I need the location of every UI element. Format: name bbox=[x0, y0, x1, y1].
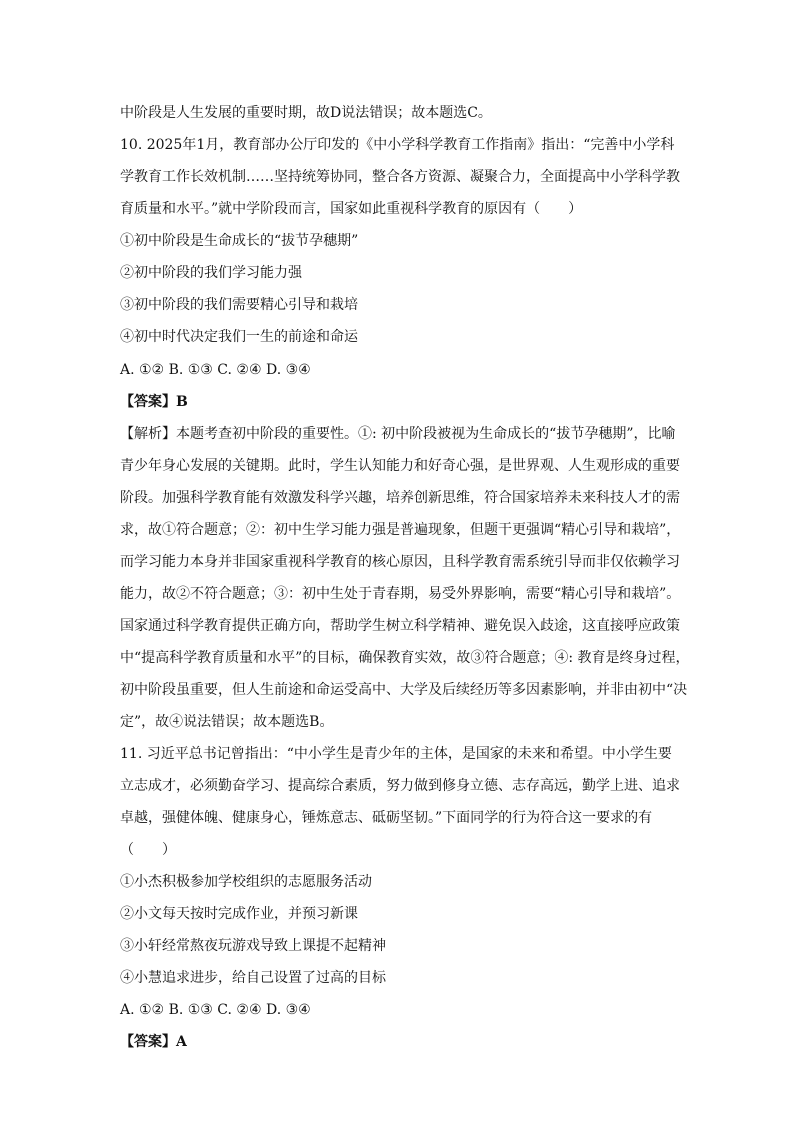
text-line: 中阶段是人生发展的重要时期，故D说法错误；故本题选C。 bbox=[120, 105, 492, 121]
option-item: ④小慧追求进步，给自己设置了过高的目标 bbox=[120, 970, 386, 986]
question-10-stem: 10. 2025年1月，教育部办公厅印发的《中小学科学教育工作指南》指出：“完善中小学科 bbox=[120, 137, 675, 153]
option-item: ①小杰积极参加学校组织的志愿服务活动 bbox=[120, 874, 372, 890]
answer-choices: A. ①② B. ①③ C. ②④ D. ③④ bbox=[120, 1002, 311, 1018]
option-item: ②小文每天按时完成作业，并预习新课 bbox=[120, 906, 358, 922]
analysis-text: 【解析】本题考查初中阶段的重要性。①: 初中阶段被视为生命成长的“拔节孕穗期”，比喻 bbox=[120, 426, 676, 442]
answer-label: 【答案】B bbox=[120, 394, 188, 410]
text-line: 育质量和水平。”就中学阶段而言，国家如此重视科学教育的原因有（ ） bbox=[120, 201, 583, 217]
analysis-text: 而学习能力本身并非国家重视科学教育的核心原因，且科学教育需系统引导而非仅依赖学习 bbox=[120, 554, 680, 570]
analysis-text: 初中阶段虽重要，但人生前途和命运受高中、大学及后续经历等多因素影响，并非由初中“决 bbox=[120, 682, 688, 698]
text-line: 卓越，强健体魄、健康身心，锤炼意志、砥砺坚韧。”下面同学的行为符合这一要求的有 bbox=[120, 810, 653, 826]
analysis-text: 能力，故②不符合题意；③：初中生处于青春期，易受外界影响，需要“精心引导和栽培”。 bbox=[120, 586, 681, 602]
analysis-text: 阶段。加强科学教育能有效激发科学兴趣，培养创新思维，符合国家培养未来科技人才的需 bbox=[120, 490, 680, 506]
analysis-text: 青少年身心发展的关键期。此时，学生认知能力和好奇心强，是世界观、人生观形成的重要 bbox=[120, 458, 680, 474]
option-item: ③小轩经常熬夜玩游戏导致上课提不起精神 bbox=[120, 938, 386, 954]
analysis-text: 定”，故④说法错误；故本题选B。 bbox=[120, 714, 334, 730]
option-item: ④初中时代决定我们一生的前途和命运 bbox=[120, 329, 358, 345]
option-item: ③初中阶段的我们需要精心引导和栽培 bbox=[120, 297, 358, 313]
analysis-text: 求，故①符合题意；②：初中生学习能力强是普遍现象，但题干更强调“精心引导和栽培”， bbox=[120, 522, 681, 538]
analysis-text: 中“提高科学教育质量和水平”的目标，确保教育实效，故③符合题意；④: 教育是终身过程， bbox=[120, 650, 690, 666]
analysis-text: 国家通过科学教育提供正确方向，帮助学生树立科学精神、避免误入歧途，这直接呼应政策 bbox=[120, 618, 680, 634]
text-line: 立志成才，必须勤奋学习、提高综合素质，努力做到修身立德、志存高远，勤学上进、追求 bbox=[120, 778, 680, 794]
answer-blank: （ ） bbox=[120, 842, 176, 858]
option-item: ①初中阶段是生命成长的“拔节孕穗期” bbox=[120, 233, 359, 249]
option-item: ②初中阶段的我们学习能力强 bbox=[120, 265, 302, 281]
answer-label: 【答案】A bbox=[120, 1034, 187, 1050]
text-line: 学教育工作长效机制……坚持统筹协同，整合各方资源、凝聚合力，全面提高中小学科学教 bbox=[120, 169, 680, 185]
question-11-stem: 11. 习近平总书记曾指出：“中小学生是青少年的主体，是国家的未来和希望。中小学生要 bbox=[120, 746, 672, 762]
answer-choices: A. ①② B. ①③ C. ②④ D. ③④ bbox=[120, 362, 311, 378]
